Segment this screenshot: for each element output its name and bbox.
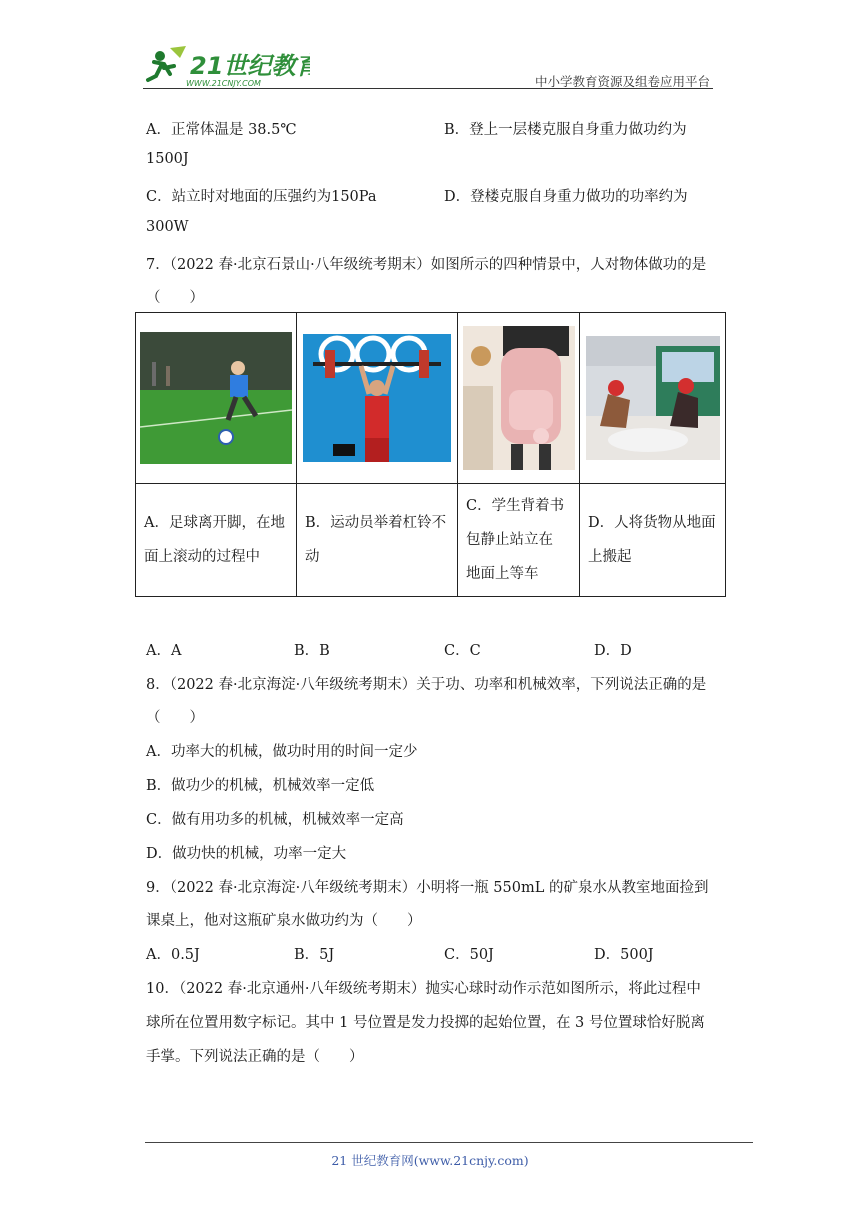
header-divider: [143, 88, 713, 89]
q9-choice-a: A．0.5J: [146, 947, 200, 963]
caption-d-line1: D．人将货物从地面: [588, 515, 716, 531]
caption-a-line1: A．足球离开脚，在地: [144, 515, 285, 531]
lifting-goods-photo: [586, 336, 720, 460]
q8-option-a: A．功率大的机械，做功时用的时间一定少: [146, 744, 418, 760]
q8-blank: （ ）: [146, 710, 204, 726]
logo-main-text: 21世纪教育: [190, 52, 310, 80]
q7-stem: 7．（2022 春·北京石景山·八年级统考期末）如图所示的四种情景中，人对物体做功的是: [146, 257, 707, 273]
caption-a: [136, 484, 297, 597]
q6-option-b-cont: 1500J: [146, 151, 189, 167]
caption-b: [297, 484, 458, 597]
q6-option-a: A．正常体温是 38.5℃: [146, 122, 297, 138]
caption-d-line2: 上搬起: [588, 549, 632, 565]
weightlifter-photo: [303, 334, 451, 462]
photo-cell-d: [580, 313, 726, 484]
q7-figure-table: [135, 312, 726, 597]
q10-stem-cont1: 球所在位置用数字标记。其中 1 号位置是发力投掷的起始位置，在 3 号位置球恰好脱离: [146, 1015, 705, 1031]
caption-c: [458, 484, 580, 597]
soccer-photo: [140, 332, 292, 464]
backpack-photo: [463, 326, 575, 470]
q6-option-b: B．登上一层楼克服自身重力做功约为: [444, 122, 687, 138]
platform-name: 中小学教育资源及组卷应用平台: [534, 74, 710, 89]
q6-option-d: D．登楼克服自身重力做功的功率约为: [444, 189, 688, 205]
photo-cell-a: [136, 313, 297, 484]
q8-option-c: C．做有用功多的机械，机械效率一定高: [146, 812, 404, 828]
q6-option-c: C．站立时对地面的压强约为150Pa: [146, 189, 377, 205]
caption-c-line2: 包静止站立在: [466, 532, 553, 548]
q7-choice-c: C．C: [444, 643, 481, 659]
logo-url-text: WWW.21CNJY.COM: [186, 79, 261, 88]
q9-choice-d: D．500J: [594, 947, 654, 963]
q9-stem-cont: 课桌上，他对这瓶矿泉水做功约为（ ）: [146, 913, 422, 929]
q8-option-d: D．做功快的机械，功率一定大: [146, 846, 347, 862]
q10-stem: 10．（2022 春·北京通州·八年级统考期末）抛实心球时动作示范如图所示，将此过程中: [146, 981, 701, 997]
q7-blank: （ ）: [146, 290, 204, 306]
q7-choice-b: B．B: [294, 643, 330, 659]
runner-icon: [148, 46, 186, 80]
caption-c-line3: 地面上等车: [466, 566, 539, 582]
q6-option-d-cont: 300W: [146, 219, 189, 235]
q7-choice-a: A．A: [146, 643, 182, 659]
caption-b-line1: B．运动员举着杠铃不: [305, 515, 447, 531]
caption-c-line1: C．学生背着书: [466, 498, 565, 514]
footer-divider: [145, 1142, 753, 1143]
q9-choice-b: B．5J: [294, 947, 335, 963]
footer-site-text[interactable]: 21 世纪教育网(www.21cnjy.com): [331, 1153, 529, 1168]
q9-choice-c: C．50J: [444, 947, 494, 963]
q8-option-b: B．做功少的机械，机械效率一定低: [146, 778, 375, 794]
q7-choice-d: D．D: [594, 643, 632, 659]
caption-d: [580, 484, 726, 597]
q8-stem: 8．（2022 春·北京海淀·八年级统考期末）关于功、功率和机械效率，下列说法正确的是: [146, 677, 707, 693]
site-logo: [140, 44, 310, 90]
caption-a-line2: 面上滚动的过程中: [144, 549, 260, 565]
q10-stem-cont2: 手掌。下列说法正确的是（ ）: [146, 1049, 364, 1065]
photo-cell-c: [458, 313, 580, 484]
caption-b-line2: 动: [305, 549, 320, 565]
photo-cell-b: [297, 313, 458, 484]
q9-stem: 9．（2022 春·北京海淀·八年级统考期末）小明将一瓶 550mL 的矿泉水从教室地面捡到: [146, 880, 709, 896]
